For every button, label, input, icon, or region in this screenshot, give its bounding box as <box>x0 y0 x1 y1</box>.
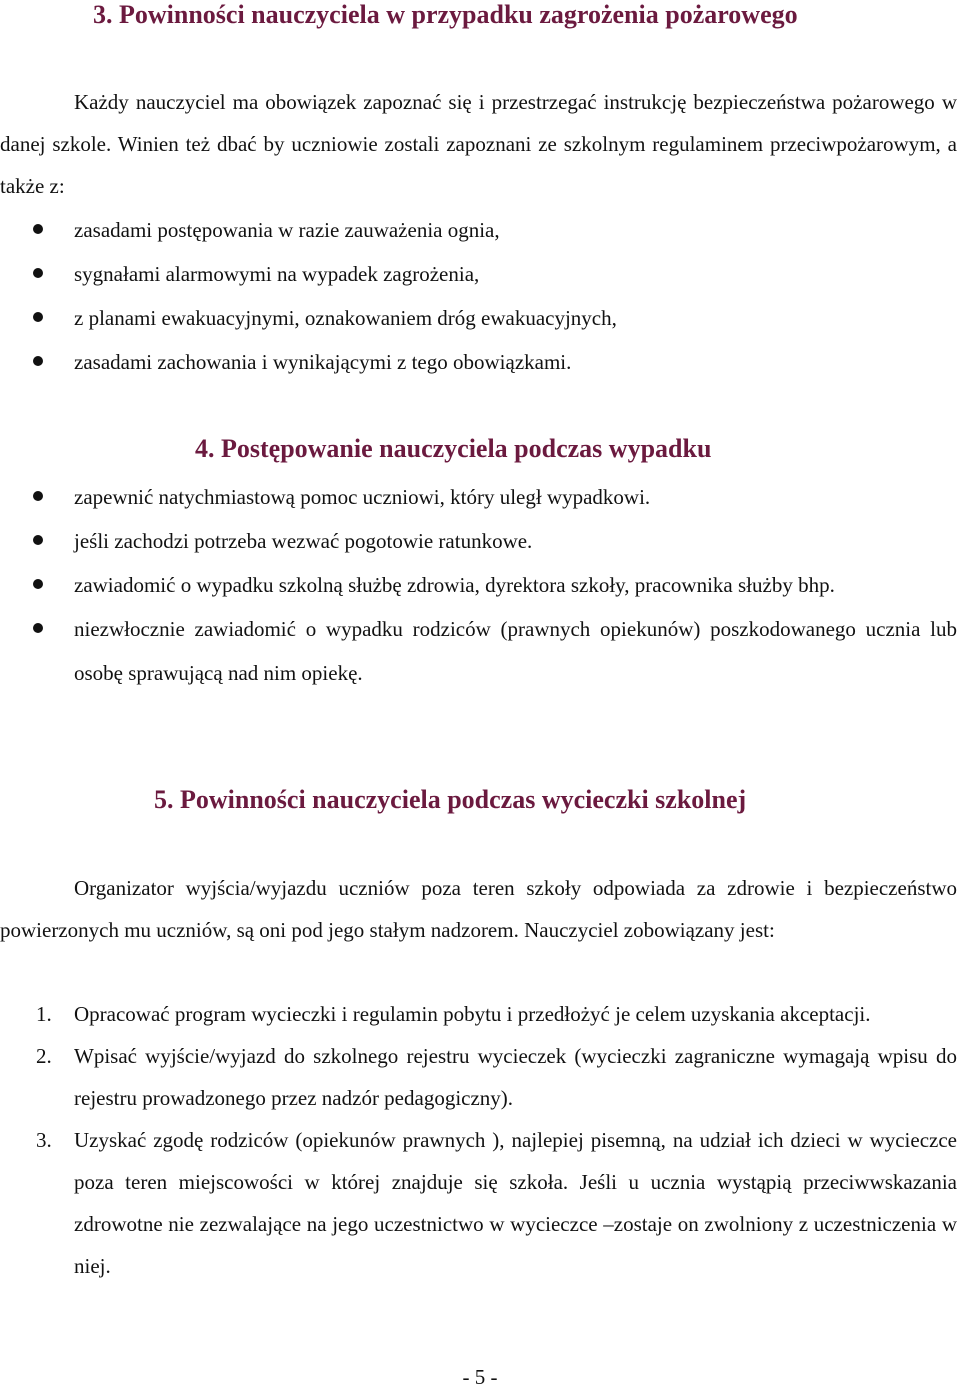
list-item: niezwłocznie zawiadomić o wypadku rodziców (prawnych opiekunów) poszkodowanego ucznia lub osobę sprawującą nad nim opiekę. <box>0 607 957 695</box>
bullet-icon <box>33 623 43 633</box>
list-item: sygnałami alarmowymi na wypadek zagrożenia, <box>0 252 957 296</box>
section-3-heading: 3. Powinności nauczyciela w przypadku zagrożenia pożarowego <box>93 0 798 29</box>
bullet-icon <box>33 268 43 278</box>
list-item: zapewnić natychmiastową pomoc uczniowi, który uległ wypadkowi. <box>0 475 957 519</box>
bullet-icon <box>33 491 43 501</box>
page-number: - 5 - <box>462 1365 498 1389</box>
bullet-icon <box>33 224 43 234</box>
section-5-list <box>0 993 957 1287</box>
list-item: z planami ewakuacyjnymi, oznakowaniem dróg ewakuacyjnych, <box>0 296 957 340</box>
section-4-heading: 4. Postępowanie nauczyciela podczas wypadku <box>195 434 712 463</box>
section-5-heading: 5. Powinności nauczyciela podczas wycieczki szkolnej <box>154 785 747 814</box>
list-item: zasadami zachowania i wynikającymi z tego obowiązkami. <box>0 340 957 384</box>
bullet-icon <box>33 535 43 545</box>
list-item: 3. Uzyskać zgodę rodziców (opiekunów prawnych ), najlepiej pisemną, na udział ich dzieci w wycieczce poza teren miejscowości w której znajduje się szkoła. Jeśli u ucznia wystąpią przeciwwskazania zdrowotne nie zezwalające na jego uczestnictwo w wycieczce –zostaje on zwolniony z uczestniczenia w niej. <box>36 1128 957 1278</box>
section-4-list <box>0 475 957 695</box>
list-item: zasadami postępowania w razie zauważenia ognia, <box>0 208 957 252</box>
list-item: 2. Wpisać wyjście/wyjazd do szkolnego rejestru wycieczek (wycieczki zagraniczne wymagają wpisu do rejestru prowadzonego przez nadzór pedagogiczny). <box>36 1044 957 1110</box>
section-3-list <box>0 208 957 384</box>
section-5-intro: Organizator wyjścia/wyjazdu uczniów poza teren szkoły odpowiada za zdrowie i bezpieczeństwo powierzonych mu uczniów, są oni pod jego stałym nadzorem. Nauczyciel zobowiązany jest: <box>0 876 957 942</box>
bullet-icon <box>33 579 43 589</box>
section-3-intro: Każdy nauczyciel ma obowiązek zapoznać się i przestrzegać instrukcję bezpieczeństwa pożarowego w danej szkole. Winien też dbać by uczniowie zostali zapoznani ze szkolnym regulaminem przeciwpożarowym, a także z: <box>0 90 957 198</box>
bullet-icon <box>33 312 43 322</box>
bullet-icon <box>33 356 43 366</box>
list-item: 1. Opracować program wycieczki i regulamin pobytu i przedłożyć je celem uzyskania akceptacji. <box>36 1002 871 1026</box>
list-item: zawiadomić o wypadku szkolną służbę zdrowia, dyrektora szkoły, pracownika służby bhp. <box>0 563 957 607</box>
list-item: jeśli zachodzi potrzeba wezwać pogotowie ratunkowe. <box>0 519 957 563</box>
